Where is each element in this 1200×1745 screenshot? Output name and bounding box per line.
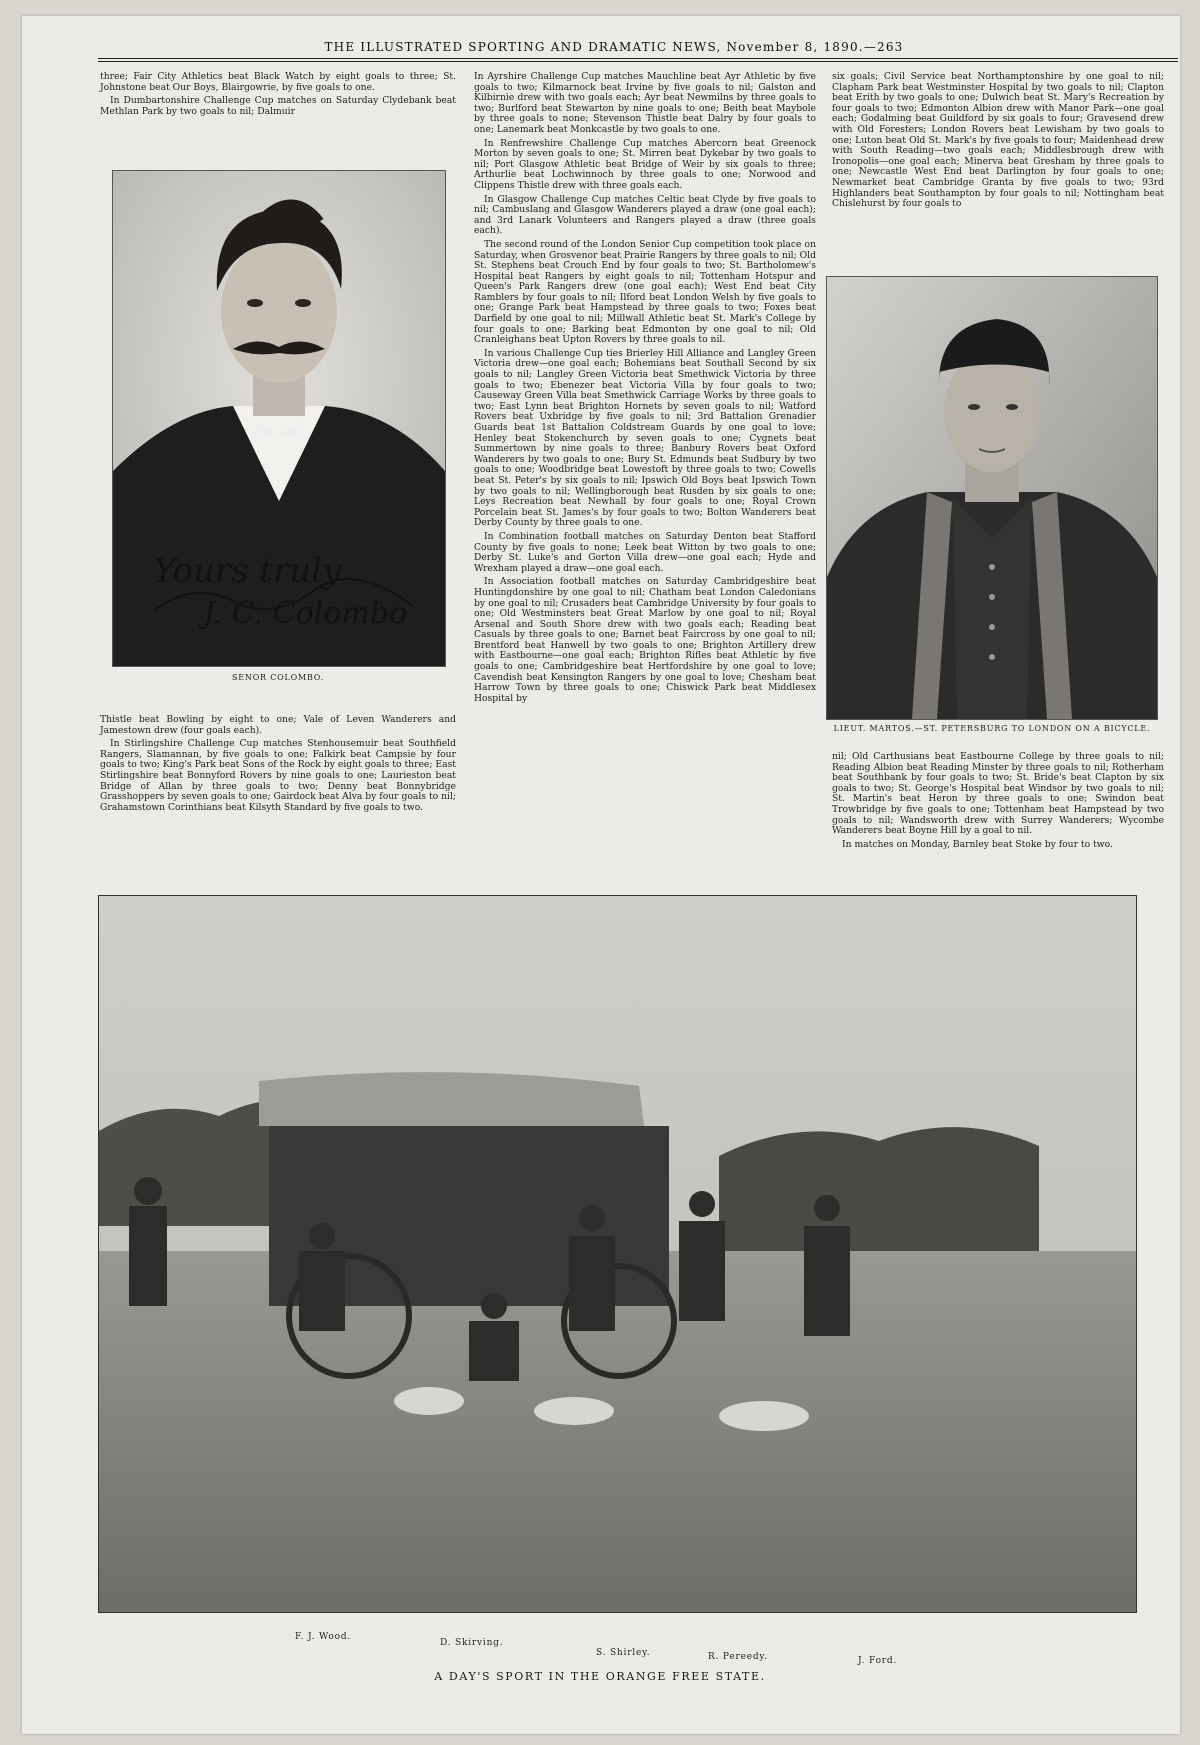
masthead-rule — [98, 58, 1178, 62]
portrait-lieut-martos — [826, 276, 1158, 720]
name-s-shirley: S. Shirley. — [596, 1648, 651, 1658]
column-1-top — [100, 72, 456, 120]
portrait-photograph — [827, 277, 1157, 719]
signature-line-1: Yours truly — [153, 551, 342, 591]
paragraph: three; Fair City Athletics beat Black Watch by eight goals to three; St. Johnstone beat Our Boys, Blairgowrie, by five goals to one. — [100, 71, 456, 93]
column-3-top — [832, 72, 1164, 213]
hunting-party-scene — [99, 896, 1136, 1612]
name-f-j-wood: F. J. Wood. — [295, 1632, 352, 1642]
paragraph: The second round of the London Senior Cup competition took place on Saturday, when Grosvenor beat Prairie Rangers by three goals to nil; Old St. Stephens beat Crouch End by four goals to two; St. Bartholomew's Hospital beat Rangers by eight goals to nil; Tottenham Hotspur and Queen's Park Rangers drew (one goal each); West End beat City Ramblers by four goals to nil; Ilford beat London Welsh by five goals to one; Grange Park beat Hampstead by three goals to two; Foxes beat Darfield by one goal to nil; Millwall Athletic beat St. Mark's College by four goals to one; Barking beat Edmonton by one goal to nil; Old Cranleighans beat Upton Rovers by three goals to nil. — [474, 238, 816, 346]
column-2 — [474, 72, 816, 707]
paragraph: In matches on Monday, Barnley beat Stoke by four to two. — [842, 838, 1113, 850]
column-3-bottom — [832, 752, 1164, 853]
masthead: THE ILLUSTRATED SPORTING AND DRAMATIC NEWS, November 8, 1890.—263 — [324, 40, 904, 54]
paragraph: In Dumbartonshire Challenge Cup matches on Saturday Clydebank beat Methlan Park by two goals to nil; Dalmuir — [100, 95, 456, 117]
paragraph: nil; Old Carthusians beat Eastbourne College by three goals to nil; Reading Albion beat Reading Minster by three goals to nil; Rotherham beat Southbank by four goals to two; St. Bride's beat Clapton by six goals to two; St. George's Hospital beat Windsor by two goals to nil; St. Martin's beat Heron by three goals to one; Swindon beat Trowbridge by five goals to one; Tottenham beat Hampstead by two goals to nil; Wandsworth drew with Surrey Wanderers; Wycombe Wanderers beat Boyne Hill by a goal to nil. — [832, 751, 1164, 837]
paragraph: In Renfrewshire Challenge Cup matches Abercorn beat Greenock Morton by seven goals to one; St. Mirren beat Dykebar by two goals to nil; Port Glasgow Athletic beat Bridge of Weir by six goals to three; Arthurlie beat Lochwinnoch by three goals to one; Norwood and Clippens Thistle drew with three goals each. — [474, 137, 816, 191]
portrait-left-caption: SENOR COLOMBO. — [231, 673, 325, 682]
name-d-skirving: D. Skirving. — [440, 1638, 504, 1648]
portrait-right-caption: LIEUT. MARTOS.—ST. PETERSBURG TO LONDON ON A BICYCLE. — [833, 724, 1151, 733]
paragraph: In Association football matches on Saturday Cambridgeshire beat Huntingdonshire by one goal to nil; Chatham beat London Caledonians by one goal to nil; Crusaders beat Cambridge University by four goals to one; Old Westminsters beat Great Marlow by one goal to nil; Royal Arsenal and South Shore drew with two goals each; Reading beat Casuals by three goals to one; Barnet beat Faircross by one goal to nil; Brentford beat Hanwell by two goals to one; Brighton Artillery drew with Eastbourne—one goal each; Brighton Rifles beat Athletic by five goals to one; Cambridgeshire beat Hertfordshire by one goal to love; Cavendish beat Kensington Rangers by one goal to love; Chesham beat Harrow Town by three goals to one; Chiswick Park beat Middlesex Hospital by — [474, 576, 816, 704]
paragraph: six goals; Civil Service beat Northamptonshire by one goal to nil; Clapham Park beat Westminster Hospital by two goals to nil; Clapton beat Erith by two goals to one; Dulwich beat St. Mary's Recreation by four goals to two; Edmonton Albion drew with Manor Park—one goal each; Godalming beat Guildford by six goals to four; Gravesend drew with Old Foresters; London Rovers beat Lewisham by two goals to one; Luton beat Old St. Mark's by five goals to four; Maidenhead drew with South Reading—two goals each; Middlesbrough drew with Ironopolis—one goal each; Minerva beat Gresham by three goals to one; Newcastle West End beat Darlington by four goals to one; Newmarket beat Cambridge Granta by five goals to two; 93rd Highlanders beat Southampton by four goals to nil; Nottingham beat Chislehurst by four goals to — [832, 71, 1164, 210]
group-photograph — [98, 895, 1137, 1613]
column-1-bottom — [100, 715, 456, 816]
paragraph: In Glasgow Challenge Cup matches Celtic beat Clyde by five goals to nil; Cambuslang and Glasgow Wanderers played a draw (one goal each); and 3rd Lanark Volunteers and Rangers played a draw (three goals each). — [474, 193, 816, 237]
portrait-engraving — [113, 171, 445, 666]
photo-title: A DAY'S SPORT IN THE ORANGE FREE STATE. — [434, 1670, 766, 1683]
portrait-senor-colombo — [112, 170, 446, 667]
paragraph: Thistle beat Bowling by eight to one; Vale of Leven Wanderers and Jamestown drew (four goals each). — [100, 714, 456, 736]
paragraph: In various Challenge Cup ties Brierley Hill Alliance and Langley Green Victoria drew—one goal each; Bohemians beat Southall Second by six goals to nil; Langley Green Victoria beat Smethwick Victoria by three goals to two; Ebenezer beat Victoria Villa by four goals to two; Causeway Green Villa beat Smethwick Carriage Works by three goals to two; East Lynn beat Brighton Hornets by seven goals to nil; Watford Rovers beat Uxbridge by five goals to nil; 3rd Battalion Grenadier Guards beat 1st Battalion Coldstream Guards by one goal to love; Henley beat Stokenchurch by seven goals to one; Cygnets beat Summertown by nine goals to three; Banbury Rovers beat Oxford Wanderers by two goals to one; Bury St. Edmunds beat Sudbury by two goals to one; Woodbridge beat Lowestoft by three goals to two; Cowells beat St. Peter's by six goals to nil; Ipswich Old Boys beat Ipswich Town by two goals to nil; Wellingborough beat Rusden by six goals to one; Leys Recreation beat Newhall by four goals to one; Royal Crown Porcelain beat St. James's by four goals to two; Bolton Wanderers beat Derby County by three goals to one. — [474, 347, 816, 529]
paragraph: In Stirlingshire Challenge Cup matches Stenhousemuir beat Southfield Rangers, Slamannan, by five goals to one; Falkirk beat Campsie by four goals to two; King's Park beat Sons of the Rock by eight goals to three; East Stirlingshire beat Bonnyford Rovers by nine goals to one; Laurieston beat Bridge of Allan by three goals to two; Denny beat Bonnybridge Grasshoppers by seven goals to one; Gairdock beat Alva by four goals to nil; Grahamstown Corinthians beat Kilsyth Standard by five goals to two. — [100, 738, 456, 813]
paragraph: In Ayrshire Challenge Cup matches Mauchline beat Ayr Athletic by five goals to two; Kilmarnock beat Irvine by five goals to nil; Galston and Kilbirnie drew with two goals each; Ayr beat Newmilns by three goals to two; Burlford beat Stewarton by nine goals to one; Beith beat Maybole by three goals to none; Stevenson Thistle beat Dalry by four goals to one; Lanemark beat Monkcastle by two goals to one. — [474, 71, 816, 135]
signature-line-2: J. C. Colombo — [203, 596, 408, 631]
name-r-pereedy: R. Pereedy. — [708, 1652, 768, 1662]
paragraph: In Combination football matches on Saturday Denton beat Stafford County by five goals to none; Leek beat Witton by two goals to one; Derby St. Luke's and Gorton Villa drew—one goal each; Hyde and Wrexham played a draw—one goal each. — [474, 530, 816, 574]
name-j-ford: J. Ford. — [858, 1656, 898, 1666]
